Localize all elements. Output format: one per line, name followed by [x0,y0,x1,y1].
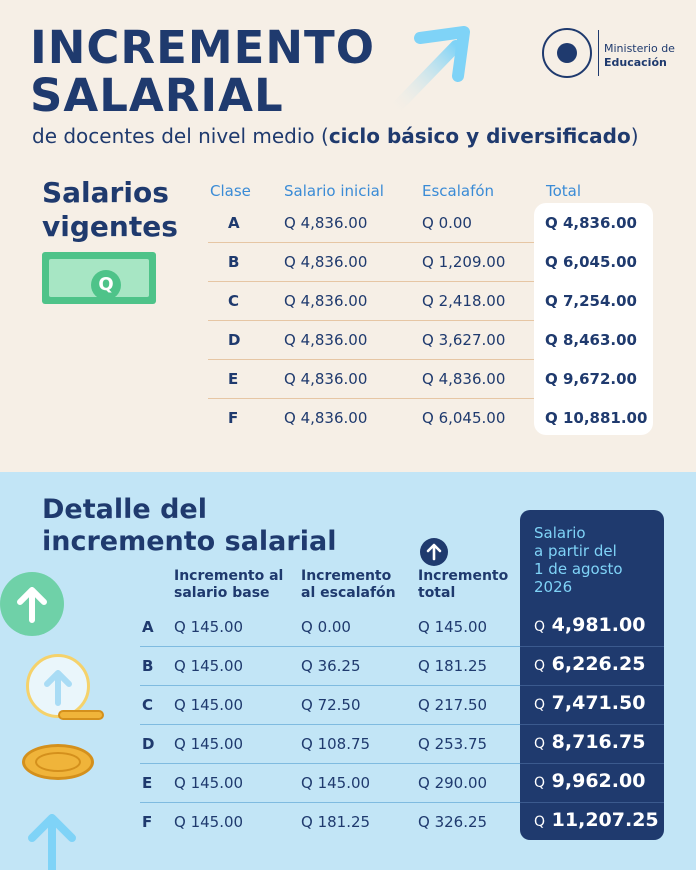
new-salary-header [534,524,623,596]
cell-escalafon: Q 6,045.00 [422,409,506,427]
cell-new-salary [534,731,645,753]
detail-title [42,494,336,558]
coin-edge-icon [58,710,104,720]
detail-title-line2: incremento salarial [42,526,337,557]
main-title [30,21,375,122]
new-salary-value: 9,962.00 [551,770,646,792]
current-salaries-title-line1: Salarios [42,176,169,209]
cell-new-salary [534,614,645,636]
cell-escalafon: Q 1,209.00 [422,253,506,271]
subtitle-bold: ciclo básico y diversificado [328,124,631,148]
header-clase: Clase [210,182,251,200]
table-row [130,803,666,842]
cell-inicial: Q 4,836.00 [284,292,368,310]
cell-esc: Q 72.50 [301,696,361,714]
cell-escalafon: Q 2,418.00 [422,292,506,310]
cell-esc: Q 145.00 [301,774,371,792]
table-row [208,282,652,321]
cell-inicial: Q 4,836.00 [284,253,368,271]
increment-detail-section [0,472,696,870]
cell-total: Q 9,672.00 [545,370,637,388]
header-increment-base-l1: Incremento al [174,568,284,584]
decorative-up-arrow-icon [0,572,64,636]
cell-base: Q 145.00 [174,813,244,831]
table-row [130,608,666,647]
cell-esc: Q 0.00 [301,618,351,636]
cell-clase: D [142,735,155,753]
cell-inicial: Q 4,836.00 [284,409,368,427]
header-increment-total [418,568,508,602]
cell-escalafon: Q 0.00 [422,214,472,232]
cell-base: Q 145.00 [174,696,244,714]
subtitle [32,124,639,148]
cell-escalafon: Q 3,627.00 [422,331,506,349]
table-row [208,321,652,360]
title-line-2: SALARIAL [30,69,284,122]
table-row [130,647,666,686]
cell-base: Q 145.00 [174,657,244,675]
cell-esc: Q 36.25 [301,657,361,675]
header-increment-total-l2: total [418,585,456,601]
cell-new-salary [534,770,645,792]
subtitle-close: ) [630,124,639,148]
new-salary-header-l3: 1 de agosto [534,560,623,578]
guatemala-seal-icon [542,28,592,78]
header-increment-escalafon-l2: al escalafón [301,585,396,601]
table-row [130,764,666,803]
current-salaries-title-line2: vigentes [42,210,178,243]
gold-coin-icon [22,744,94,780]
header-increment-base-l2: salario base [174,585,270,601]
currency-symbol: Q [534,697,546,713]
new-salary-value: 6,226.25 [551,653,646,675]
cell-tot: Q 217.50 [418,696,488,714]
logo-text-line1: Ministerio de [604,42,675,55]
table-row [208,243,652,282]
new-salary-header-l1: Salario [534,524,586,542]
up-right-arrow-icon [386,26,470,118]
up-arrow-circle-icon [420,538,448,566]
cell-total: Q 10,881.00 [545,409,648,427]
cell-clase: C [228,292,240,310]
cell-clase: A [142,618,154,636]
currency-symbol: Q [534,658,546,674]
header-increment-escalafon-l1: Incremento [301,568,392,584]
cell-inicial: Q 4,836.00 [284,370,368,388]
detail-title-line1: Detalle del [42,494,207,525]
table-row [208,360,652,399]
header-increment-escalafon [301,568,396,602]
banknote-icon [42,252,156,304]
table-row [208,204,652,243]
new-salary-value: 8,716.75 [551,731,646,753]
cell-base: Q 145.00 [174,618,244,636]
cell-base: Q 145.00 [174,774,244,792]
cell-total: Q 4,836.00 [545,214,637,232]
table-row [130,725,666,764]
cell-clase: A [228,214,240,232]
cell-clase: B [142,657,154,675]
cell-tot: Q 326.25 [418,813,488,831]
header-total: Total [546,182,582,200]
header-escalafon: Escalafón [422,182,495,200]
new-salary-value: 11,207.25 [551,809,659,831]
subtitle-plain: de docentes del nivel medio ( [32,124,329,148]
currency-symbol: Q [534,814,546,830]
cell-new-salary [534,809,659,831]
cell-clase: E [228,370,239,388]
header-increment-total-l1: Incremento [418,568,509,584]
cell-clase: F [142,813,153,831]
cell-tot: Q 290.00 [418,774,488,792]
new-salary-header-l4: 2026 [534,578,573,596]
cell-total: Q 7,254.00 [545,292,637,310]
logo-text-line2: Educación [604,56,667,69]
cell-clase: B [228,253,240,271]
currency-symbol: Q [534,619,546,635]
table-row [130,686,666,725]
logo-divider [598,30,599,76]
new-salary-header-l2: a partir del [534,542,617,560]
cell-inicial: Q 4,836.00 [284,331,368,349]
cell-new-salary [534,653,645,675]
title-line-1: INCREMENTO [30,21,375,74]
table-row [208,399,652,438]
cell-total: Q 6,045.00 [545,253,637,271]
decorative-bottom-arrow-icon [22,808,82,870]
cell-inicial: Q 4,836.00 [284,214,368,232]
header-increment-base [174,568,283,602]
decorative-coin-arrow-icon [26,654,90,718]
cell-clase: D [228,331,241,349]
bill-symbol: Q [91,270,121,300]
current-salaries-title [42,176,178,244]
cell-esc: Q 108.75 [301,735,371,753]
cell-clase: F [228,409,239,427]
header-salario-inicial: Salario inicial [284,182,384,200]
new-salary-value: 7,471.50 [551,692,646,714]
new-salary-value: 4,981.00 [551,614,646,636]
cell-clase: E [142,774,153,792]
currency-symbol: Q [534,775,546,791]
ministry-logo [542,28,675,84]
currency-symbol: Q [534,736,546,752]
cell-total: Q 8,463.00 [545,331,637,349]
cell-escalafon: Q 4,836.00 [422,370,506,388]
cell-tot: Q 145.00 [418,618,488,636]
cell-tot: Q 253.75 [418,735,488,753]
cell-base: Q 145.00 [174,735,244,753]
cell-tot: Q 181.25 [418,657,488,675]
cell-clase: C [142,696,154,714]
cell-esc: Q 181.25 [301,813,371,831]
cell-new-salary [534,692,645,714]
